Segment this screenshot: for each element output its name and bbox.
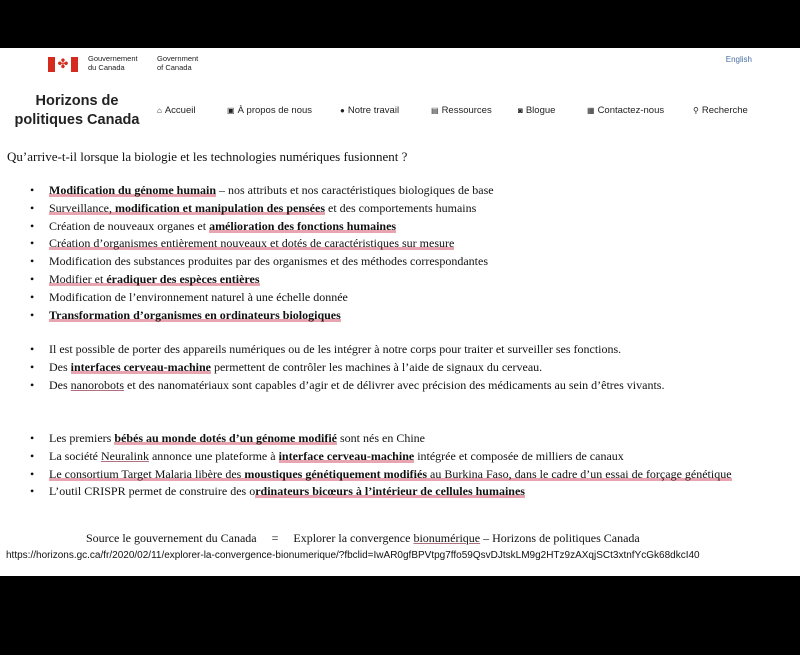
list-item: • La société Neuralink annonce une plateforme à interface cerveau-machine intégrée et composée de milliers de canaux <box>30 448 765 466</box>
nav-item-a-propos[interactable]: ▣ À propos de nous <box>227 105 313 116</box>
nav-item-accueil[interactable]: ⌂ Accueil <box>157 105 196 116</box>
list-item: • Modification des substances produites par des organismes et des méthodes correspondantes <box>30 253 765 271</box>
list-item: • Création de nouveaux organes et amélioration des fonctions humaines <box>30 218 765 236</box>
list-item: • Le consortium Target Malaria libère des moustiques génétiquement modifiés au Burkina Faso, dans le cadre d’un essai de forçage génétique <box>30 466 765 484</box>
document-page <box>0 48 800 576</box>
list-item: • Création d’organismes entièrement nouveaux et dotés de caractéristiques sur mesure <box>30 235 765 253</box>
work-icon: ● <box>340 106 345 115</box>
search-icon: ⚲ <box>693 106 699 115</box>
list-item: • Transformation d’organismes en ordinateurs biologiques <box>30 307 765 325</box>
source-citation: Source le gouvernement du Canada = Explorer la convergence bionumérique – Horizons de politiques Canada <box>86 531 640 545</box>
nav-item-ressources[interactable]: ▤ Ressources <box>431 105 492 116</box>
gov-wordmark-fr: Gouvernement du Canada <box>88 54 138 72</box>
nav-item-blogue[interactable]: ◙ Blogue <box>518 105 556 116</box>
list-item: • Des nanorobots et des nanomatériaux sont capables d’agir et de délivrer avec précision des médicaments au sein d’êtres vivants. <box>30 377 765 395</box>
page-question: Qu’arrive-t-il lorsque la biologie et les technologies numériques fusionnent ? <box>7 149 408 164</box>
list-item: • Surveillance, modification et manipulation des pensées et des comportements humains <box>30 200 765 218</box>
list-item: • Les premiers bébés au monde dotés d’un génome modifié sont nés en Chine <box>30 430 765 448</box>
blog-icon: ◙ <box>518 106 523 115</box>
nav-item-recherche[interactable]: ⚲ Recherche <box>693 105 748 116</box>
list-item: • Il est possible de porter des appareils numériques ou de les intégrer à notre corps pour traiter et surveiller ses fonctions. <box>30 341 765 359</box>
language-toggle-link[interactable]: English <box>725 55 752 64</box>
nav-item-contactez-nous[interactable]: ▦ Contactez-nous <box>587 105 665 116</box>
list-recent-events <box>30 430 765 501</box>
list-item: • L’outil CRISPR permet de construire des ordinateurs bicœurs à l’intérieur de cellules humaines <box>30 483 765 501</box>
list-item: • Des interfaces cerveau-machine permettent de contrôler les machines à l’aide de signaux du cerveau. <box>30 359 765 377</box>
list-item: • Modification du génome humain – nos attributs et nos caractéristiques biologiques de base <box>30 182 765 200</box>
list-item: • Modifier et éradiquer des espèces entières <box>30 271 765 289</box>
resources-icon: ▤ <box>431 106 439 115</box>
list-item: • Modification de l’environnement naturel à une échelle donnée <box>30 289 765 307</box>
list-biology-changes <box>30 182 765 324</box>
contact-icon: ▦ <box>587 106 595 115</box>
source-url[interactable]: https://horizons.gc.ca/fr/2020/02/11/explorer-la-convergence-bionumerique/?fbclid=IwAR0gfBPVtpg7ffo59QsvDJtskLM9g2HTz9zAXqjSCt3xtnfYcGk68dkcI40 <box>6 550 700 561</box>
gov-wordmark-en: Government of Canada <box>157 54 199 72</box>
nav-item-notre-travail[interactable]: ● Notre travail <box>340 105 400 116</box>
info-icon: ▣ <box>227 106 235 115</box>
site-title[interactable]: Horizons de politiques Canada <box>14 93 140 128</box>
home-icon: ⌂ <box>157 106 162 115</box>
list-digital-body <box>30 341 765 394</box>
canada-flag-icon: ✤ <box>48 57 78 72</box>
